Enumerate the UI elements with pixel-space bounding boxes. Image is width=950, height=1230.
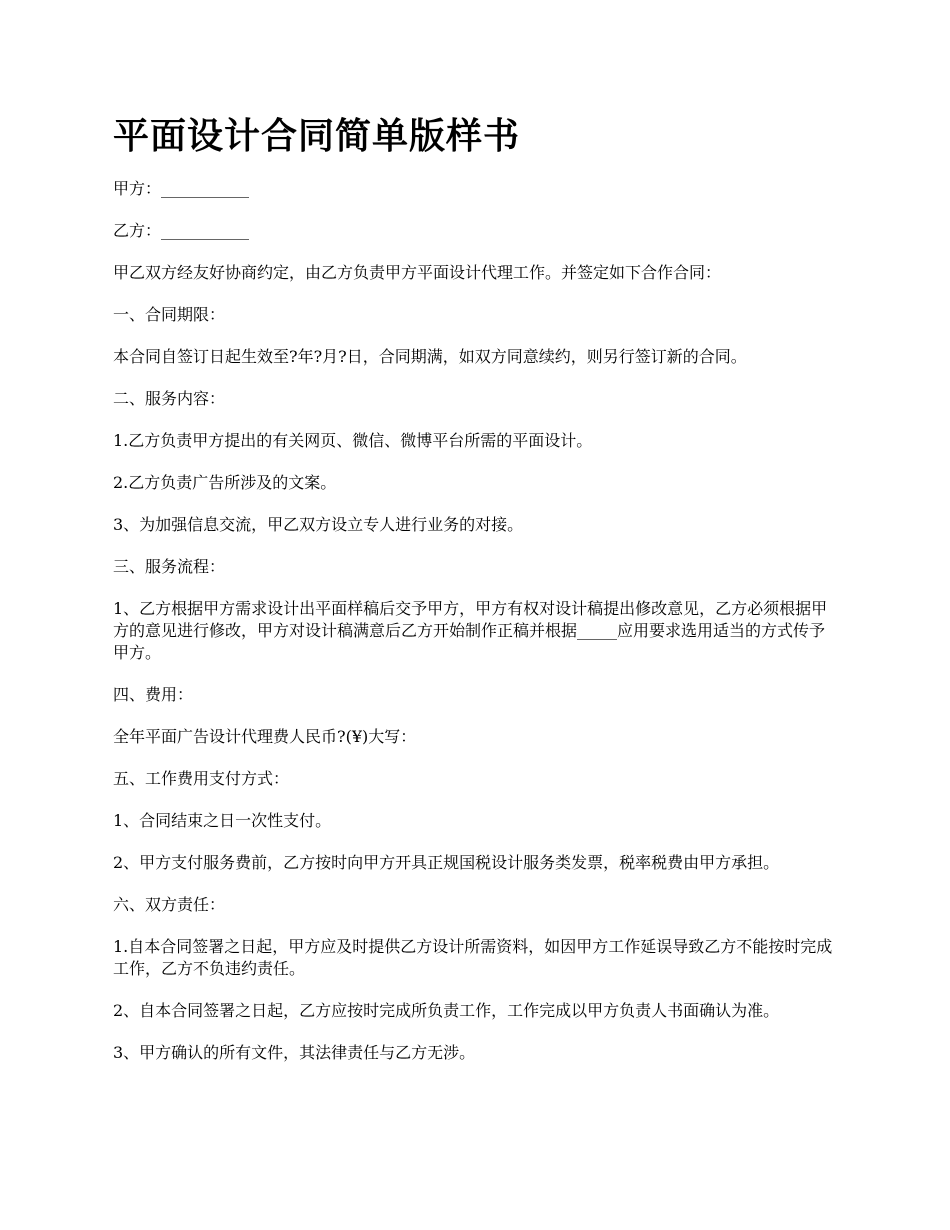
responsibility-item-3: 3、甲方确认的所有文件，其法律责任与乙方无涉。 <box>113 1043 476 1062</box>
document-title: 平面设计合同简单版样书 <box>113 115 521 157</box>
fees-paragraph: 全年平面广告设计代理费人民币?(¥)大写： <box>113 727 417 746</box>
service-item-2: 2.乙方负责广告所涉及的文案。 <box>113 473 337 492</box>
document-body <box>113 178 838 1084</box>
responsibility-item-1: 1.自本合同签署之日起，甲方应及时提供乙方设计所需资料，如因甲方工作延误导致乙方不能按时完成工作，乙方不负违约责任。 <box>113 937 833 978</box>
section-heading-process: 三、服务流程： <box>113 557 226 576</box>
contract-term-paragraph: 本合同自签订日起生效至?年?月?日，合同期满，如双方同意续约，则另行签订新的合同。 <box>113 347 747 366</box>
section-heading-term: 一、合同期限： <box>113 305 226 324</box>
section-heading-fees: 四、费用： <box>113 685 194 704</box>
section-heading-services: 二、服务内容： <box>113 389 226 408</box>
section-heading-payment: 五、工作费用支付方式： <box>113 769 290 788</box>
party-a-line: 甲方：___________ <box>113 179 250 198</box>
payment-item-2: 2、甲方支付服务费前，乙方按时向甲方开具正规国税设计服务类发票，税率税费由甲方承担。 <box>113 853 780 872</box>
responsibility-item-2: 2、自本合同签署之日起，乙方应按时完成所负责工作，工作完成以甲方负责人书面确认为准。 <box>113 1001 780 1020</box>
party-b-line: 乙方：___________ <box>113 221 250 240</box>
section-heading-responsibilities: 六、双方责任： <box>113 895 226 914</box>
contract-preamble: 甲乙双方经友好协商约定，由乙方负责甲方平面设计代理工作。并签定如下合作合同： <box>113 263 722 282</box>
service-item-1: 1.乙方负责甲方提出的有关网页、微信、微博平台所需的平面设计。 <box>113 431 593 450</box>
service-item-3: 3、为加强信息交流，甲乙双方设立专人进行业务的对接。 <box>113 515 524 534</box>
payment-item-1: 1、合同结束之日一次性支付。 <box>113 811 332 830</box>
process-item-1: 1、乙方根据甲方需求设计出平面样稿后交予甲方，甲方有权对设计稿提出修改意见，乙方必须根据甲方的意见进行修改，甲方对设计稿满意后乙方开始制作正稿并根据_____应用要求选用适当的方式传予甲方。 <box>113 599 828 662</box>
